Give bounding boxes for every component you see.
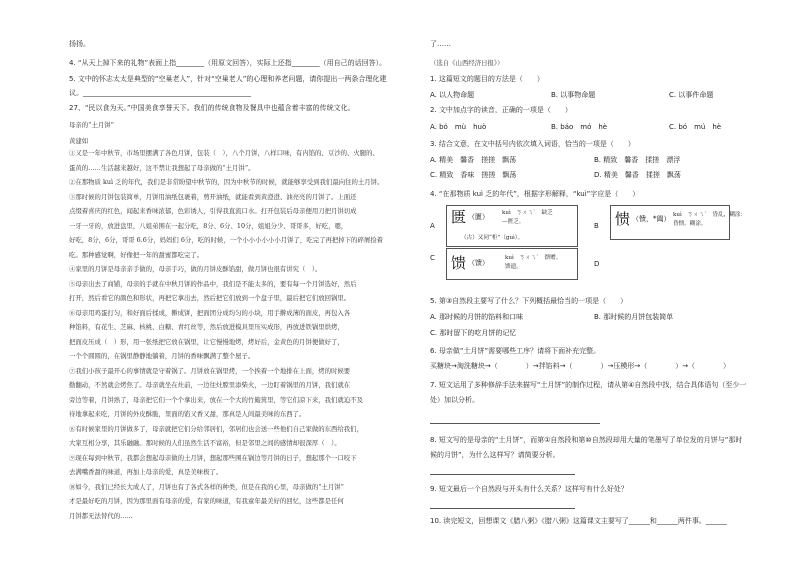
passage-line: 才是最好吃的月饼，因为那里面有母亲的爱，有家的味道，有我童年最美好的回忆，这些都是任何 (69, 497, 344, 505)
passage-line: ④家里的月饼是母亲亲手做的，母亲手巧，做的月饼皮酥馅甜，做月饼也很有讲究（ ）。 (69, 265, 322, 273)
passage-line: 点缀着喜庆的红色，闻起来香味浓郁，色彩诱人，引得我直流口水。打开包装后母亲便用刀把月饼切成 (69, 207, 357, 215)
dictionary-card-c[interactable] (446, 248, 578, 280)
card-a-variant: （匱） (468, 213, 489, 221)
question-8-line-2: 候的月饼”，为什么这样写？请简要分析。 (430, 451, 560, 459)
card-b-pronunciation: kuì ㄎㄨㄟˋ 昏乱，糊涂： (673, 212, 747, 218)
left-line-1: 扬扬。 (69, 40, 90, 48)
question-4-right: 4. “在那物质 kuì 乏的年代”，根据字形解释，“kuì”字应是（ ） (430, 190, 640, 198)
section-27-intro: 27、“民以食为天。”中国美食享誉天下。我们的传统食物及餐具中也蕴含着丰富的传统文化。 (69, 104, 355, 112)
q3-option-c[interactable]: C. 精致 香味 搓搓 飘荡 (430, 171, 517, 179)
passage-line: 种馅料，有花生、芝麻、核桃、白糖、青红丝等，然后放进模具里压实成形，再放进铁锅里烘烤， (69, 323, 344, 331)
question-7-line-2: 处）加以分析。 (430, 396, 479, 404)
passage-line: 把面皮压成（ ）形，用一张纸把它放在锅里，让它慢慢地烤，烤好后，金黄色的月饼便做好了， (69, 337, 344, 346)
passage-title: 母亲的“土月饼” (69, 121, 114, 129)
dictionary-card-a[interactable] (446, 205, 578, 247)
passage-line: ⑦我们小孩子最开心的事情就是守着锅了。月饼放在锅里烤，一个挨着一个地排在上面，烤的时候要 (69, 366, 351, 375)
passage-line: ⑥母亲用鸡蛋打匀，和好面后揉成，擀成饼，把面团分成均匀的小块，用手擀成薄的面皮，再包入各 (69, 308, 351, 317)
q1-option-c[interactable]: C. 以事件命题 (669, 91, 714, 99)
q4-option-a-label[interactable]: A (430, 222, 435, 230)
q3-option-b[interactable]: B. 精致 馨香 揉搓 漂浮 (594, 156, 681, 164)
passage-line: 一牙一牙的，放进盘里，八姐弟围在一起分吃，8分、6分、10分，姐姐分少、哥哥多，好吃，嗯， (69, 221, 348, 230)
question-8-line-1: 8. 短文写的是母亲的“土月饼”，而第①自然段和第⑩自然段却用大量的笔墨写了单位发的月饼与“那时 (430, 436, 743, 444)
passage-line: 一个个圆圆的，在锅里静静地躺着，月饼的香味飘满了整个屋子。 (69, 352, 255, 360)
question-10: 10. 读完短文，回想课文《腊八粥》《腊八粥》这篇课文主要写了______和______两件事。______ (430, 517, 727, 525)
passage-line: ③那时候的月饼包装简单，月饼用油纸包裹着，剪开油纸，就能看到黄澄澄、油亮亮的月饼了。上面还 (69, 192, 357, 201)
q2-option-a[interactable]: A. bó mù huò (430, 123, 487, 131)
q5-option-b[interactable]: B. 那时候的月饼包装简单 (594, 313, 674, 321)
q3-option-d[interactable]: D. 精美 馨香 揉搓 飘荡 (594, 171, 681, 179)
q5-option-c[interactable]: C. 那时留下的吃月饼的记忆 (430, 329, 517, 337)
card-c-character: 馈 (451, 254, 467, 272)
passage-line: ②在那物质 kuì 乏的年代，我们是非常盼望中秋节的，因为中秋节的时候，就能够享受到我们最向往的土月饼。 (69, 178, 384, 186)
card-c-meaning: 馈遗。 (505, 264, 522, 270)
dictionary-card-b[interactable] (610, 205, 747, 240)
question-7-line-1: 7. 短文运用了多种修辞手法来描写“土月饼”的制作过程，请从第④自然段中找，结合具体语句（至少一 (430, 381, 747, 389)
q9-answer-line[interactable] (430, 508, 575, 509)
passage-line: 吃。那种感觉啊，好像把一年的甜蜜都吃完了。 (69, 250, 204, 259)
q1-option-a[interactable]: A. 以人物命题 (430, 91, 475, 99)
passage-source: （选自《山西经济日报》） (430, 59, 504, 67)
passage-line: ⑨现在每到中秋节，我都会想起母亲做的土月饼，想起那些围在锅边等月饼的日子，想起那个一口咬下 (69, 453, 357, 462)
passage-line: ⑤母亲出去了商铺，母亲的手就在中秋月饼的作品中，我们是不能太多的，要有每一个月饼选好，然后 (69, 279, 357, 288)
question-5-line-1: 5. 文中的怀志太太是典型的“空巢老人”，针对“空巢老人”的心理和养老问题，请你提出一两条合理化建 (69, 75, 387, 83)
q4-option-d-label[interactable]: D (594, 260, 600, 268)
passage-line: 月饼都无法替代的…… (69, 511, 133, 520)
q2-option-b[interactable]: B. báo mó hè (551, 123, 608, 131)
passage-line: 好吃，8分，6分，哥哥 6.6分，妈妈们 6分，吃的时候，一个小小小小小小月饼了，吃完了再把掉下的碎屑捡着 (69, 236, 383, 244)
passage-line: ⑩如今，我们已经长大成人了，月饼也有了各式各样的种类，但是在我的心里，母亲做的“土月饼” (69, 482, 344, 491)
passage-line: ⑧有时候家里的月饼做多了，母亲就把它们分给邻居们，邻居们也会送一些他们自己家做的东西给我们， (69, 424, 363, 433)
passage-line: 蛋黄的……生活越来越好，这不禁让我想起了母亲做的“土月饼”。 (69, 163, 255, 172)
passage-author: 黄建如 (69, 137, 89, 145)
card-a-character: 匮 (451, 208, 467, 226)
passage-line: 大家互相分享，其乐融融。那时候的人们虽然生活不富裕，但是邻里之间的感情却很深厚（ ）。 (69, 439, 341, 447)
question-6-sequence: 买糖块→淘洗糖块→（ ）→拌馅料→（ ）→压模形→（ ）→（ ） (430, 362, 731, 370)
q3-option-a[interactable]: A. 精美 馨香 搓搓 飘荡 (430, 156, 517, 164)
passage-line: 去满嘴香甜的味道，再加上母亲的爱，真是美味极了。 (69, 468, 223, 476)
card-c-pronunciation: kuì ㄎㄨㄟˋ 馈赠。 (505, 255, 562, 261)
question-6: 6. 母亲做“土月饼”需要哪些工序？请将下面补充完整。 (430, 347, 601, 355)
passage-line: 待地拿起来吃，月饼的外皮酥脆，里面的馅又香又甜，那真是人间最美味的东西了。 (69, 410, 306, 418)
q2-option-c[interactable]: C. bó mú hè (669, 123, 722, 131)
card-a-meaning: —匮乏。 (502, 219, 525, 225)
question-2: 2. 文中加点字的读音，正确的一项是（ ） (430, 106, 572, 114)
q1-option-b[interactable]: B. 以事物命题 (551, 91, 596, 99)
question-3: 3. 结合文意，在文中括号内依次填入词语，恰当的一项是（ ） (430, 140, 635, 148)
passage-line: 打开，然后看它的颜色和形状，再把它拿出去，然后把它们放到一个盘子里，最后把它们放回锅里。 (69, 294, 351, 302)
card-b-character: 愦 (615, 210, 631, 228)
q8-answer-line[interactable] (430, 474, 575, 475)
q5-option-a[interactable]: A. 那时候的月饼的馅料和口味 (430, 313, 524, 321)
passage-line: ①又是一年中秋节，市场里摆满了各色月饼，包装（ ），八个月饼，八样口味，有内馅的、豆沙的、火腿的、 (69, 149, 379, 157)
passage-line: 旁边等着，月饼熟了，母亲把它们一个个拿出来，放在一个大的竹簸箕里，等它们凉下来，我们就迫不及 (69, 395, 363, 404)
question-1: 1. 这篇短文的题目的方法是（ ） (430, 75, 544, 83)
passage-ending: 了…… (430, 40, 451, 48)
question-5-right: 5. 第③自然段主要写了什么？下列概括最恰当的一项是（ ） (430, 297, 628, 305)
card-b-variant: （愦，*阖） (632, 215, 671, 223)
q7-answer-line[interactable] (430, 423, 600, 424)
card-c-variant: （馈） (468, 259, 489, 267)
passage-line: 勤翻动，不然就会烤焦了。母亲就坐在灶前，一边往灶膛里添柴火，一边盯着锅里的月饼，我们就在 (69, 381, 351, 389)
question-4: 4. “从天上掉下来的礼物”表面上指________（用原文回答），实际上还指________（用自己的话回答）。 (69, 59, 387, 67)
q4-option-c-label[interactable]: C (430, 254, 435, 262)
card-a-pronunciation: kuì ㄎㄨㄟˋ 缺乏 (502, 210, 553, 216)
card-b-meaning: 昏愦。糊涂。 (673, 221, 707, 227)
question-9: 9. 短文最后一个自然段与开头有什么关系？这样写有什么好处？ (430, 485, 628, 493)
card-a-note: （古）又同“柜”（guì）。 (461, 235, 524, 241)
question-5-line-2: 议。________________________________________________ (69, 89, 251, 97)
q4-option-b-label[interactable]: B (594, 222, 599, 230)
